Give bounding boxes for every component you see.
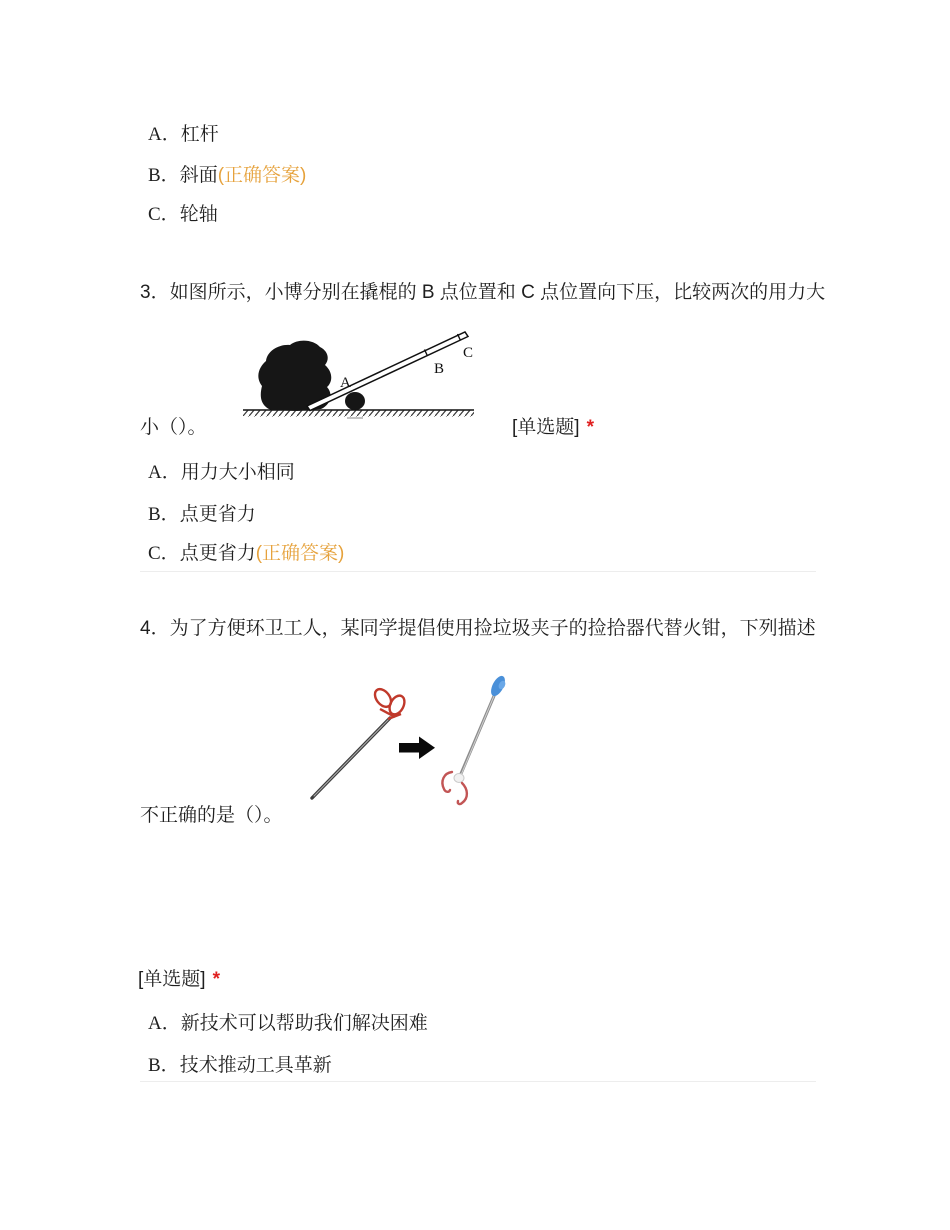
lever-label-c: C bbox=[463, 345, 474, 361]
option-letter: A． bbox=[148, 462, 181, 483]
single-choice-tag: [单选题] bbox=[138, 969, 206, 990]
option-letter: A． bbox=[148, 1013, 181, 1034]
q4-stem: 4．为了方便环卫工人，某同学提倡使用捡垃圾夹子的捡拾器代替火钳，下列描述 bbox=[140, 618, 816, 639]
required-asterisk: * bbox=[586, 417, 594, 438]
ground-hatching bbox=[243, 411, 474, 417]
option-text: 轮轴 bbox=[179, 204, 218, 225]
fulcrum bbox=[345, 392, 365, 410]
q4-tongs-grabber-figure bbox=[298, 672, 528, 807]
single-choice-tag: [单选题] bbox=[512, 417, 580, 438]
tongs-to-grabber-diagram bbox=[298, 672, 528, 807]
q4-option-a[interactable] bbox=[148, 1011, 428, 1037]
option-letter: B． bbox=[148, 504, 180, 525]
option-letter: B． bbox=[148, 165, 180, 186]
grabber-tool bbox=[442, 674, 507, 804]
option-letter: C． bbox=[148, 543, 180, 564]
q4-option-b[interactable] bbox=[148, 1053, 332, 1079]
lever-label-b: B bbox=[434, 361, 445, 377]
q4-stem-continuation: 不正确的是（）。 bbox=[140, 805, 283, 826]
q3-lever-figure bbox=[237, 325, 482, 420]
ground-artifact bbox=[347, 417, 363, 419]
option-text: 杠杆 bbox=[180, 124, 219, 145]
option-text: 点更省力 bbox=[179, 504, 256, 525]
grabber-blue-handle bbox=[488, 674, 508, 699]
option-letter: A． bbox=[148, 124, 181, 145]
lever-diagram bbox=[237, 325, 482, 420]
q2-option-b[interactable] bbox=[148, 163, 306, 189]
fire-tongs bbox=[312, 686, 407, 798]
lever-label-a: A bbox=[340, 375, 351, 391]
tongs-red-handles bbox=[372, 686, 408, 719]
grabber-claw bbox=[442, 772, 466, 804]
option-letter: B． bbox=[148, 1055, 180, 1076]
q3-stem-continuation: 小（）。 bbox=[140, 417, 207, 438]
option-text: 新技术可以帮助我们解决困难 bbox=[180, 1013, 428, 1034]
option-letter: C． bbox=[148, 204, 180, 225]
question-separator bbox=[140, 1081, 816, 1082]
option-text: 技术推动工具革新 bbox=[179, 1055, 332, 1076]
q2-option-a[interactable] bbox=[148, 122, 219, 148]
option-text: 用力大小相同 bbox=[180, 462, 295, 483]
correct-answer-tag: (正确答案) bbox=[217, 165, 307, 186]
q3-option-a[interactable] bbox=[148, 460, 295, 486]
arrow-right-icon bbox=[399, 737, 435, 760]
q3-stem: 3．如图所示，小博分别在撬棍的 B 点位置和 C 点位置向下压，比较两次的用力大 bbox=[140, 282, 826, 303]
q4-question-type bbox=[138, 967, 220, 993]
correct-answer-tag: (正确答案) bbox=[255, 543, 345, 564]
required-asterisk: * bbox=[212, 969, 220, 990]
option-text: 点更省力 bbox=[179, 543, 256, 564]
q3-question-type bbox=[512, 415, 594, 441]
q3-option-c[interactable] bbox=[148, 541, 344, 567]
option-text: 斜面 bbox=[179, 165, 218, 186]
question-separator bbox=[140, 571, 816, 572]
q2-option-c[interactable] bbox=[148, 202, 218, 228]
q3-option-b[interactable] bbox=[148, 502, 256, 528]
